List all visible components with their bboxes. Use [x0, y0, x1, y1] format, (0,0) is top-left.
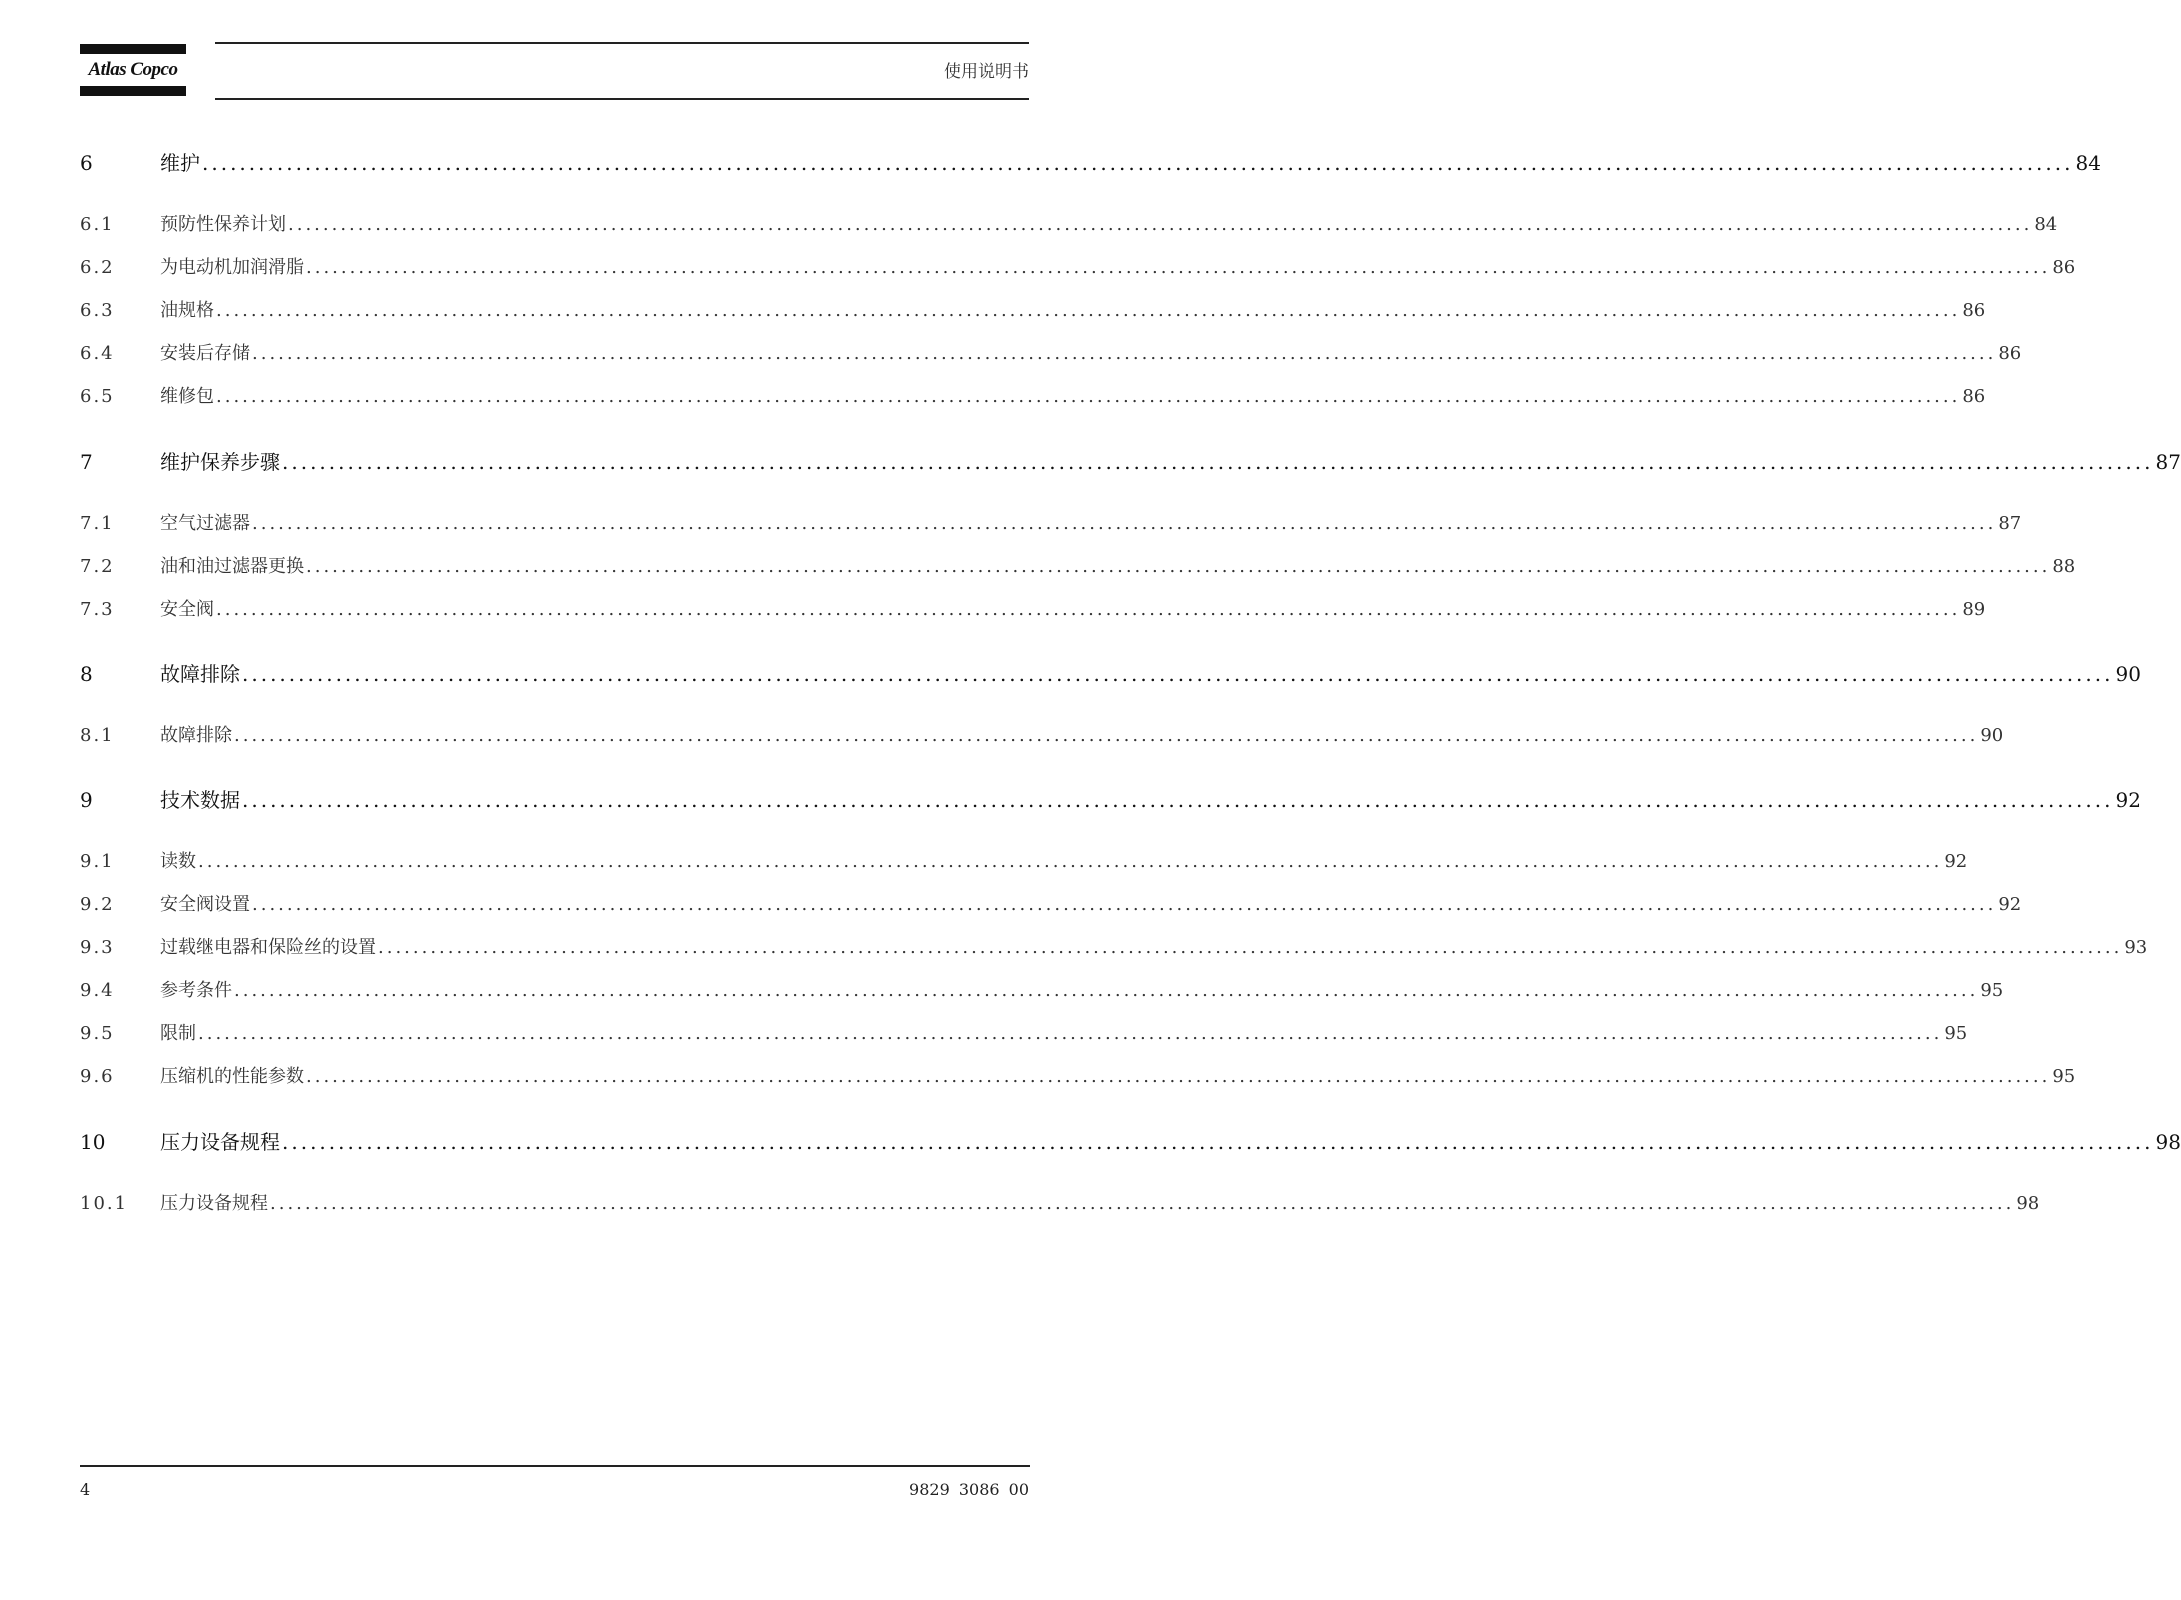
toc-entry[interactable] [80, 210, 2058, 240]
toc-dot-leader: ........................................................................................................................................................................................................ [306, 1066, 2051, 1087]
toc-entry[interactable] [80, 976, 2004, 1006]
toc-entry[interactable] [80, 552, 2076, 582]
toc-entry-page: 84 [2034, 214, 2058, 235]
toc-dot-leader: ........................................................................................................................................................................................................ [282, 450, 2154, 474]
toc-entry-title: 安全阀 [160, 599, 214, 620]
toc-dot-leader: ........................................................................................................................................................................................................ [288, 214, 2033, 235]
toc-entry-page: 95 [1980, 980, 2004, 1001]
toc-entry-number: 9.6 [80, 1066, 115, 1087]
toc-dot-leader: ........................................................................................................................................................................................................ [282, 1130, 2154, 1154]
logo-text: Atlas Copco [88, 59, 178, 80]
toc-entry-number: 7.3 [80, 599, 115, 620]
toc-dot-leader: ........................................................................................................................................................................................................ [216, 300, 1961, 321]
document-number: 9829 3086 00 [909, 1480, 1029, 1499]
toc-entry-title: 技术数据 [160, 788, 240, 812]
toc-dot-leader: ........................................................................................................................................................................................................ [198, 1023, 1943, 1044]
toc-entry-number: 9.5 [80, 1023, 115, 1044]
toc-entry-title: 维护 [160, 151, 200, 175]
toc-entry-number: 7.1 [80, 513, 115, 534]
toc-dot-leader: ........................................................................................................................................................................................................ [202, 151, 2074, 175]
toc-entry-title: 维护保养步骤 [160, 450, 280, 474]
toc-entry-number: 6.2 [80, 257, 115, 278]
toc-entry-page: 92 [1944, 851, 1968, 872]
toc-entry-page: 90 [2115, 662, 2141, 686]
toc-entry-page: 89 [1962, 599, 1986, 620]
toc-entry-number: 9.4 [80, 980, 115, 1001]
toc-entry-number: 6.1 [80, 214, 115, 235]
toc-entry-title: 油和油过滤器更换 [160, 556, 304, 577]
toc-entry-number: 9.3 [80, 937, 115, 958]
toc-dot-leader: ........................................................................................................................................................................................................ [198, 851, 1943, 872]
toc-entry[interactable] [80, 509, 2022, 539]
toc-entry-page: 92 [1998, 894, 2022, 915]
toc-dot-leader: ........................................................................................................................................................................................................ [306, 257, 2051, 278]
toc-entry[interactable] [80, 296, 1986, 326]
header-rule-bottom [215, 98, 1029, 100]
toc-entry-page: 84 [2075, 151, 2101, 175]
atlas-copco-logo [80, 44, 186, 98]
toc-entry-page: 87 [1998, 513, 2022, 534]
toc-entry[interactable] [80, 446, 2181, 476]
toc-entry-title: 油规格 [160, 300, 214, 321]
page-header [0, 0, 1131, 110]
toc-entry-title: 过载继电器和保险丝的设置 [160, 937, 376, 958]
toc-entry-page: 86 [2052, 257, 2076, 278]
toc-entry-page: 95 [1944, 1023, 1968, 1044]
toc-entry-page: 98 [2155, 1130, 2181, 1154]
toc-dot-leader: ........................................................................................................................................................................................................ [252, 343, 1997, 364]
toc-dot-leader: ........................................................................................................................................................................................................ [216, 386, 1961, 407]
toc-dot-leader: ........................................................................................................................................................................................................ [242, 788, 2114, 812]
toc-entry-page: 86 [1962, 386, 1986, 407]
document-title: 使用说明书 [944, 62, 1029, 82]
toc-entry-page: 92 [2115, 788, 2141, 812]
toc-entry-title: 参考条件 [160, 980, 232, 1001]
toc-entry-title: 限制 [160, 1023, 196, 1044]
toc-entry-title: 为电动机加润滑脂 [160, 257, 304, 278]
toc-entry-page: 98 [2016, 1193, 2040, 1214]
toc-entry[interactable] [80, 595, 1986, 625]
toc-dot-leader: ........................................................................................................................................................................................................ [306, 556, 2051, 577]
toc-entry[interactable] [80, 1126, 2181, 1156]
toc-dot-leader: ........................................................................................................................................................................................................ [234, 725, 1979, 746]
toc-entry-number: 8 [80, 662, 93, 686]
toc-dot-leader: ........................................................................................................................................................................................................ [270, 1193, 2015, 1214]
toc-entry-number: 6.5 [80, 386, 115, 407]
toc-entry[interactable] [80, 784, 2141, 814]
toc-entry-title: 压力设备规程 [160, 1193, 268, 1214]
toc-entry-number: 7 [80, 450, 93, 474]
toc-entry-title: 读数 [160, 851, 196, 872]
toc-entry-number: 9.1 [80, 851, 115, 872]
toc-entry-number: 6.3 [80, 300, 115, 321]
toc-entry[interactable] [80, 847, 1968, 877]
toc-entry-title: 故障排除 [160, 662, 240, 686]
toc-entry-title: 压缩机的性能参数 [160, 1066, 304, 1087]
toc-entry-title: 安全阀设置 [160, 894, 250, 915]
toc-dot-leader: ........................................................................................................................................................................................................ [378, 937, 2123, 958]
toc-entry[interactable] [80, 1062, 2076, 1092]
toc-entry-number: 8.1 [80, 725, 115, 746]
toc-entry-title: 空气过滤器 [160, 513, 250, 534]
toc-entry-number: 10.1 [80, 1193, 129, 1214]
toc-entry[interactable] [80, 147, 2101, 177]
toc-entry-number: 10 [80, 1130, 106, 1154]
toc-entry-page: 87 [2155, 450, 2181, 474]
toc-entry-title: 压力设备规程 [160, 1130, 280, 1154]
toc-entry-page: 88 [2052, 556, 2076, 577]
toc-entry[interactable] [80, 1019, 1968, 1049]
toc-entry-title: 预防性保养计划 [160, 214, 286, 235]
toc-entry-title: 安装后存储 [160, 343, 250, 364]
toc-dot-leader: ........................................................................................................................................................................................................ [216, 599, 1961, 620]
logo-bar-bottom [80, 86, 186, 96]
toc-entry[interactable] [80, 933, 2148, 963]
toc-entry[interactable] [80, 382, 1986, 412]
toc-entry[interactable] [80, 1189, 2040, 1219]
toc-dot-leader: ........................................................................................................................................................................................................ [234, 980, 1979, 1001]
logo-bar-top [80, 44, 186, 54]
toc-entry-number: 7.2 [80, 556, 115, 577]
toc-entry-number: 6.4 [80, 343, 115, 364]
toc-entry-title: 维修包 [160, 386, 214, 407]
toc-entry[interactable] [80, 890, 2022, 920]
footer-rule [80, 1465, 1030, 1467]
header-rule-top [215, 42, 1029, 44]
page-number: 4 [80, 1480, 91, 1499]
toc-entry[interactable] [80, 253, 2076, 283]
toc-dot-leader: ........................................................................................................................................................................................................ [252, 513, 1997, 534]
toc-dot-leader: ........................................................................................................................................................................................................ [242, 662, 2114, 686]
toc-entry[interactable] [80, 658, 2141, 688]
toc-entry-page: 93 [2124, 937, 2148, 958]
toc-entry-number: 9.2 [80, 894, 115, 915]
toc-entry[interactable] [80, 721, 2004, 751]
toc-entry-page: 95 [2052, 1066, 2076, 1087]
toc-entry-page: 86 [1998, 343, 2022, 364]
toc-entry-number: 9 [80, 788, 93, 812]
toc-entry-page: 90 [1980, 725, 2004, 746]
toc-entry[interactable] [80, 339, 2022, 369]
toc-entry-number: 6 [80, 151, 93, 175]
toc-entry-title: 故障排除 [160, 725, 232, 746]
toc-dot-leader: ........................................................................................................................................................................................................ [252, 894, 1997, 915]
toc-entry-page: 86 [1962, 300, 1986, 321]
